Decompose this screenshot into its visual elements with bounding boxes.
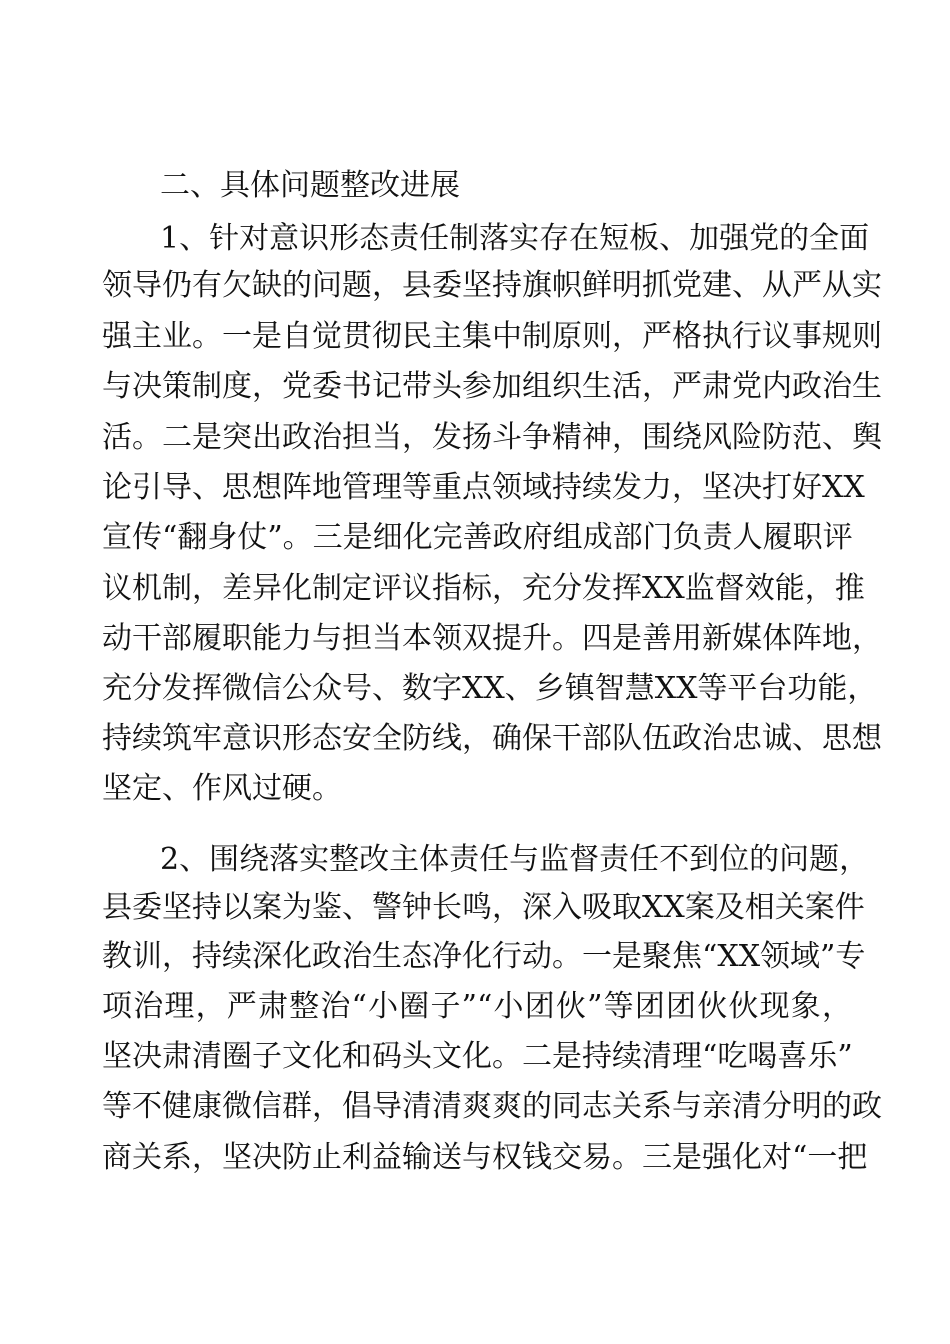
paragraph-2-line-6: 等不健康微信群，倡导清清爽爽的同志关系与亲清分明的政 [102,1089,882,1124]
paragraph-1-line-3: 强主业。一是自觉贯彻民主集中制原则，严格执行议事规则 [102,319,882,354]
paragraph-2-line-3: 教训，持续深化政治生态净化行动。一是聚焦“XX领域”专 [102,939,866,974]
paragraph-1-line-7: 宣传“翻身仗”。三是细化完善政府组成部门负责人履职评 [102,520,853,555]
paragraph-2-line-1: 2、围绕落实整改主体责任与监督责任不到位的问题， [160,842,870,877]
paragraph-1-line-8: 议机制，差异化制定评议指标，充分发挥XX监督效能，推 [102,571,865,606]
paragraph-1-line-6: 论引导、思想阵地管理等重点领域持续发力，坚决打好XX [102,470,865,505]
section-heading: 二、具体问题整改进展 [160,168,460,203]
paragraph-1-line-5: 活。二是突出政治担当，发扬斗争精神，围绕风险防范、舆 [102,420,882,455]
paragraph-1-line-2: 领导仍有欠缺的问题，县委坚持旗帜鲜明抓党建、从严从实 [102,268,882,303]
paragraph-1-line-10: 充分发挥微信公众号、数字XX、乡镇智慧XX等平台功能， [102,671,878,706]
paragraph-1-line-1: 1、针对意识形态责任制落实存在短板、加强党的全面 [160,221,870,256]
paragraph-1-line-9: 动干部履职能力与担当本领双提升。四是善用新媒体阵地， [102,621,882,656]
paragraph-2-line-2: 县委坚持以案为鉴、警钟长鸣，深入吸取XX案及相关案件 [102,890,865,925]
paragraph-1-line-12: 坚定、作风过硬。 [102,771,342,806]
paragraph-1-line-4: 与决策制度，党委书记带头参加组织生活，严肃党内政治生 [102,369,882,404]
paragraph-2-line-4: 项治理，严肃整治“小圈子”“小团伙”等团团伙伙现象， [102,989,852,1024]
paragraph-2-line-7: 商关系，坚决防止利益输送与权钱交易。三是强化对“一把 [102,1140,868,1175]
paragraph-2-line-5: 坚决肃清圈子文化和码头文化。二是持续清理“吃喝喜乐” [102,1039,853,1074]
paragraph-1-line-11: 持续筑牢意识形态安全防线，确保干部队伍政治忠诚、思想 [102,721,882,756]
